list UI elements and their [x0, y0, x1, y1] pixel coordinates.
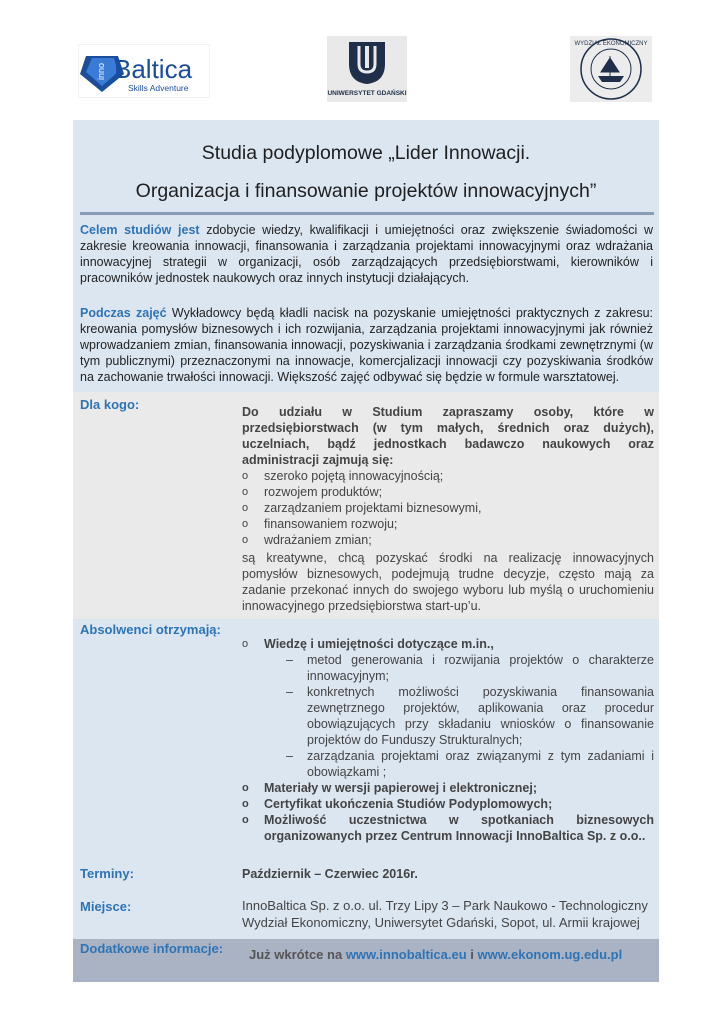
- ug-name: UNIWERSYTET GDAŃSKI: [327, 90, 407, 97]
- intro-paragraph-1: [80, 222, 653, 286]
- innobaltica-link[interactable]: www.innobaltica.eu: [345, 947, 467, 962]
- section-terminy: [73, 857, 659, 891]
- miejsce-content: [242, 897, 654, 931]
- absolwenci-content: [242, 636, 654, 844]
- list-item: o rozwojem produktów;: [242, 484, 654, 500]
- section-dodatkowe: [73, 939, 659, 982]
- sub-list-item: – konkretnych możliwości pozyskiwania finansowania zewnętrznego projektów, aplikowania oraz procedur obowiązujących przy składaniu wniosków o finansowanie projektów do Funduszy Strukturalnych;: [286, 684, 654, 748]
- we-name: WYDZIAŁ EKONOMICZNY: [574, 41, 648, 47]
- terminy-label: Terminy:: [80, 866, 134, 881]
- intro-lead-1: Celem studiów jest: [80, 223, 200, 237]
- ug-logo: [327, 36, 407, 102]
- list-item: o Materiały w wersji papierowej i elektronicznej;: [242, 780, 654, 796]
- dla-kogo-label: Dla kogo:: [80, 397, 140, 412]
- miejsce-line-2: Wydział Ekonomiczny, Uniwersytet Gdański, Sopot, ul. Armii krajowej: [242, 915, 640, 930]
- absolwenci-list: [242, 636, 654, 844]
- list-item: o finansowaniem rozwoju;: [242, 516, 654, 532]
- dla-kogo-outro: są kreatywne, chcą pozyskać środki na realizację innowacyjnych pomysłów biznesowych, podejmują trudne decyzje, często mają za zadanie przekonać innych do swojego wyboru lub myślą o uruchomieniu innowacyjnego przedsiębiorstwa start-up’u.: [242, 551, 654, 613]
- section-miejsce: [73, 891, 659, 939]
- miejsce-label: Miejsce:: [80, 899, 132, 914]
- wydzial-ekonomiczny-logo: [570, 36, 652, 102]
- dla-kogo-content: [242, 404, 654, 614]
- intro-paragraph-2: [80, 305, 653, 385]
- ekonom-link[interactable]: www.ekonom.ug.edu.pl: [477, 947, 623, 962]
- page-title-line1: Studia podyplomowe „Lider Innowacji.: [201, 142, 531, 164]
- absolwenci-sublist: [264, 652, 654, 780]
- dodatkowe-prefix: Już wkrótce na: [249, 947, 346, 962]
- logo-name: Baltica: [114, 54, 193, 84]
- list-item: o szeroko pojętą innowacyjnością;: [242, 468, 654, 484]
- absolwenci-label: Absolwenci otrzymają:: [80, 622, 221, 637]
- list-item: o wdrażaniem zmian;: [242, 532, 654, 548]
- intro-text-1: zdobycie wiedzy, kwalifikacji i umiejętności oraz zwiększenie świadomości w zakresie kreowania innowacji, finansowania i zarządzania projektami innowacyjnymi oraz wdrażania innowacyjnej strategii w organizacji, osób zarządzających przedsiębiorstwami, kierowników i pracowników jednostek naukowych oraz innych instytucji działających.: [80, 223, 653, 285]
- innobaltica-logo: [78, 44, 210, 98]
- section-absolwenci: [73, 619, 659, 857]
- logo-tagline: Skills Adventure: [128, 83, 189, 93]
- terminy-value: Październik – Czerwiec 2016r.: [242, 867, 418, 881]
- page-title-line2: Organizacja i finansowanie projektów innowacyjnych”: [135, 180, 597, 202]
- title-divider: [80, 212, 654, 215]
- dodatkowe-content: [249, 947, 661, 963]
- dla-kogo-list: [242, 468, 654, 548]
- absolwenci-item-1: Wiedzę i umiejętności dotyczące m.in.,: [264, 637, 494, 651]
- logo-prefix: inno: [96, 62, 106, 80]
- sub-list-item: – zarządzania projektami oraz związanymi z tym zadaniami i obowiązkami ;: [286, 748, 654, 780]
- section-dla-kogo: [73, 392, 659, 619]
- intro-text-2: Wykładowcy będą kładli nacisk na pozyskanie umiejętności praktycznych z zakresu: kreowania pomysłów biznesowych i ich rozwijania, zarządzania projektami innowacyjnymi jak również wprowadzaniem zmian, finansowania innowacji, pozyskiwania i zarządzania środkami zewnętrznymi (w tym publicznymi) przeznaczonymi na innowacje, komercjalizacji innowacji czy pozyskiwania środków na zachowanie trwałości innowacji. Większość zajęć odbywać się będzie w formule warsztatowej.: [80, 306, 653, 384]
- list-item: o zarządzaniem projektami biznesowymi,: [242, 500, 654, 516]
- list-item: [242, 636, 654, 780]
- intro-lead-2: Podczas zajęć: [80, 306, 167, 320]
- dodatkowe-label: Dodatkowe informacje:: [80, 941, 224, 956]
- miejsce-line-1: InnoBaltica Sp. z o.o. ul. Trzy Lipy 3 – Park Naukowo - Technologiczny: [242, 898, 648, 913]
- list-item: o Certyfikat ukończenia Studiów Podyplomowych;: [242, 796, 654, 812]
- dla-kogo-intro: Do udziału w Studium zapraszamy osoby, które w przedsiębiorstwach (w tym małych, średnich oraz dużych), uczelniach, bądź jednostkach badawczo naukowych oraz administracji zajmują się:: [242, 405, 654, 467]
- list-item: o Możliwość uczestnictwa w spotkaniach biznesowych organizowanych przez Centrum Innowacji InnoBaltica Sp. z o.o..: [242, 812, 654, 844]
- dodatkowe-mid: i: [466, 947, 478, 962]
- sub-list-item: – metod generowania i rozwijania projektów o charakterze innowacyjnym;: [286, 652, 654, 684]
